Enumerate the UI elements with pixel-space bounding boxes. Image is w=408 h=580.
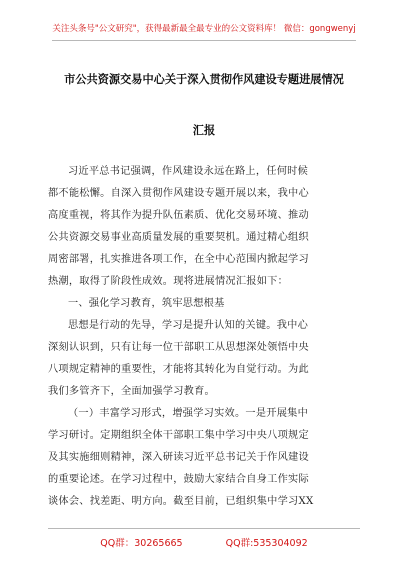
- document-title: 市公共资源交易中心关于深入贯彻作风建设专题进展情况: [64, 72, 344, 86]
- footer-divider: [48, 528, 360, 529]
- section-heading: 一、强化学习教育，筑牢思想根基: [68, 298, 225, 309]
- paragraph-line: 及其实施细则精神，深入研读习近平总书记关于作风建设: [48, 452, 309, 463]
- paragraph-line: 都不能松懈。自深入贯彻作风建设专题开展以来，我中心: [48, 188, 309, 199]
- paragraph-line: 公共资源交易事业高质量发展的重要契机。通过精心组织: [48, 232, 309, 243]
- paragraph-line: 的重要论述。在学习过程中，鼓励大家结合自身工作实际: [48, 474, 309, 485]
- paragraph-line: 高度重视，将其作为提升队伍素质、优化交易环境、推动: [48, 210, 309, 221]
- paragraph-line: 八项规定精神的重要性，才能将其转化为自觉行动。为此: [48, 364, 309, 375]
- qq-group-2: QQ群:535304092: [225, 538, 308, 549]
- paragraph-line: 我们多管齐下，全面加强学习教育。: [48, 386, 215, 397]
- paragraph-line: 习近平总书记强调，作风建设永远在路上，任何时候: [68, 166, 309, 177]
- document-title-continued: 汇报: [192, 123, 216, 137]
- promo-banner: 关注头条号"公文研究"，获得最新最全最专业的公文资料库！ 微信：gongwenyj: [52, 24, 356, 34]
- subsection-line: （一）丰富学习形式，增强学习实效。一是开展集中: [68, 408, 309, 419]
- paragraph-line: 周密部署，扎实推进各项工作，在全中心范围内掀起学习: [48, 254, 309, 265]
- paragraph-line: 学习研讨。定期组织全体干部职工集中学习中央八项规定: [48, 430, 309, 441]
- paragraph-line: 思想是行动的先导，学习是提升认知的关键。我中心: [68, 320, 309, 331]
- paragraph-line: 谈体会、找差距、明方向。截至目前，已组织集中学习XX: [48, 496, 314, 507]
- qq-group-1: QQ群：30265665: [100, 538, 183, 549]
- paragraph-line: 热潮，取得了阶段性成效。现将进展情况汇报如下：: [48, 276, 289, 287]
- footer: [0, 535, 408, 549]
- paragraph-line: 深刻认识到，只有让每一位干部职工从思想深处领悟中央: [48, 342, 309, 353]
- header-divider: [52, 40, 356, 41]
